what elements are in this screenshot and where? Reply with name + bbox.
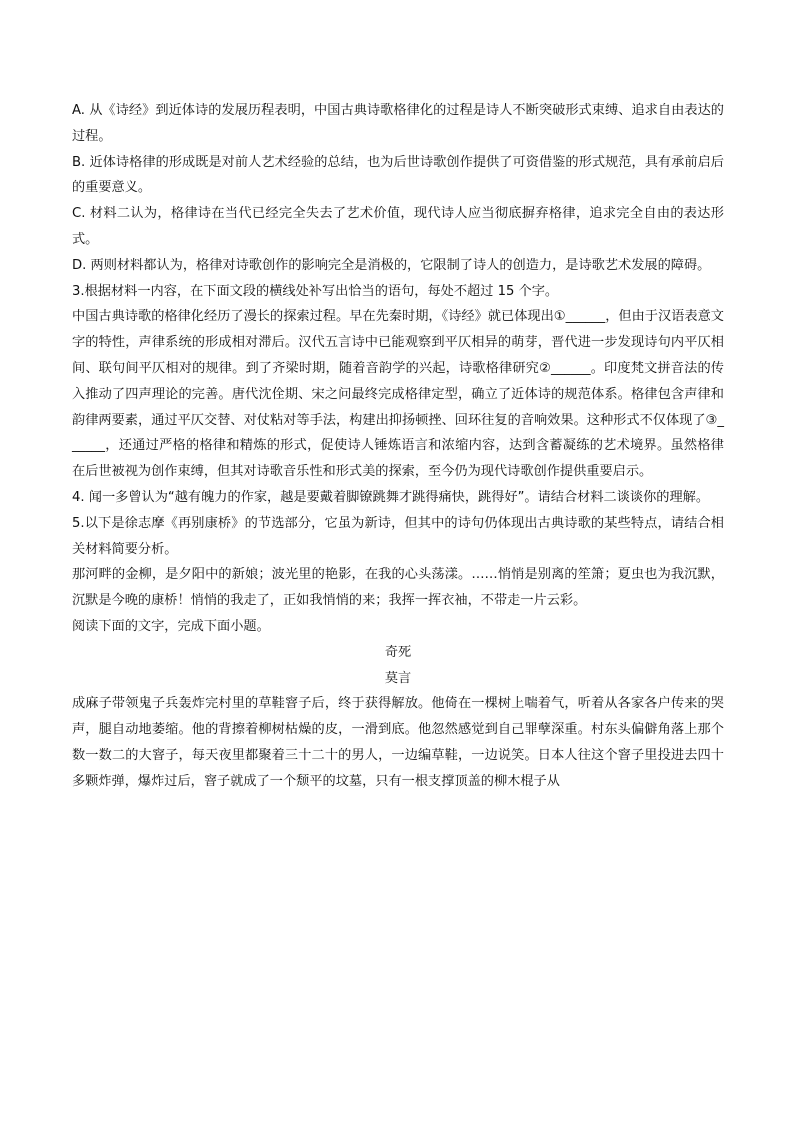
option-d: D. 两则材料都认为，格律对诗歌创作的影响完全是消极的，它限制了诗人的创造力，是诗歌艺术发展的障碍。 (72, 257, 711, 273)
document-page (72, 98, 724, 795)
story-body: 成麻子带领鬼子兵轰炸完村里的草鞋窨子后，终于获得解放。他倚在一棵树上喘着气，听着从各家各户传来的哭声，腿自动地萎缩。他的背擦着柳树枯燥的皮，一滑到底。他忽然感觉到自己罪孽深重。村东头偏僻角落上那个数一数二的大窨子，每天夜里都聚着三十二十的男人，一边编草鞋，一边说笑。日本人往这个窨子里投进去四十多颗炸弹，爆炸过后，窨子就成了一个颓平的坟墓，只有一根支撑顶盖的柳木棍子从 (72, 696, 724, 789)
reading-instruction: 阅读下面的文字，完成下面小题。 (72, 618, 270, 634)
story-author: 莫言 (384, 670, 412, 686)
question-5: 5.以下是徐志摩《再别康桥》的节选部分，它虽为新诗，但其中的诗句仍体现出古典诗歌的某些特点，请结合相关材料简要分析。 (72, 515, 724, 557)
option-c: C. 材料二认为，格律诗在当代已经完全失去了艺术价值，现代诗人应当彻底摒弃格律，追求完全自由的表达形式。 (72, 206, 724, 247)
option-b: B. 近体诗格律的形成既是对前人艺术经验的总结，也为后世诗歌创作提供了可资借鉴的形式规范，具有承前启后的重要意义。 (72, 154, 724, 196)
option-a: A. 从《诗经》到近体诗的发展历程表明，中国古典诗歌格律化的过程是诗人不断突破形式束缚、追求自由表达的过程。 (72, 103, 724, 144)
question-3: 3.根据材料一内容，在下面文段的横线处补写出恰当的语句，每处不超过 15 个字。 (72, 283, 559, 299)
question-4: 4. 闻一多曾认为“越有魄力的作家，越是要戴着脚镣跳舞才跳得痛快，跳得好”。请结合材料二谈谈你的理解。 (72, 489, 710, 505)
question-3-passage: 中国古典诗歌的格律化经历了漫长的探索过程。早在先秦时期，《诗经》就已体现出①______，但由于汉语表意文字的特性，声律系统的形成相对滞后。汉代五言诗中已能观察到平仄相异的萌芽，晋代进一步发现诗句内平仄相间、联句间平仄相对的规律。到了齐梁时期，随着音韵学的兴起，诗歌格律研究②______。印度梵文拼音法的传入推动了四声理论的完善。唐代沈佺期、宋之问最终完成格律定型，确立了近体诗的规范体系。格律包含声律和韵律两要素，通过平仄交替、对仗粘对等手法，构建出抑扬顿挫、回环往复的音响效果。这种形式不仅体现了③______，还通过严格的格律和精炼的形式，促使诗人锤炼语言和浓缩内容，达到含蓄凝练的艺术境界。虽然格律在后世被视为创作束缚，但其对诗歌音乐性和形式美的探索，至今仍为现代诗歌创作提供重要启示。 (72, 309, 724, 480)
poem-excerpt: 那河畔的金柳，是夕阳中的新娘；波光里的艳影，在我的心头荡漾。……悄悄是别离的笙箫；夏虫也为我沉默，沉默是今晚的康桥！悄悄的我走了，正如我悄悄的来；我挥一挥衣袖，不带走一片云彩。 (72, 567, 724, 609)
story-title: 奇死 (384, 644, 412, 660)
